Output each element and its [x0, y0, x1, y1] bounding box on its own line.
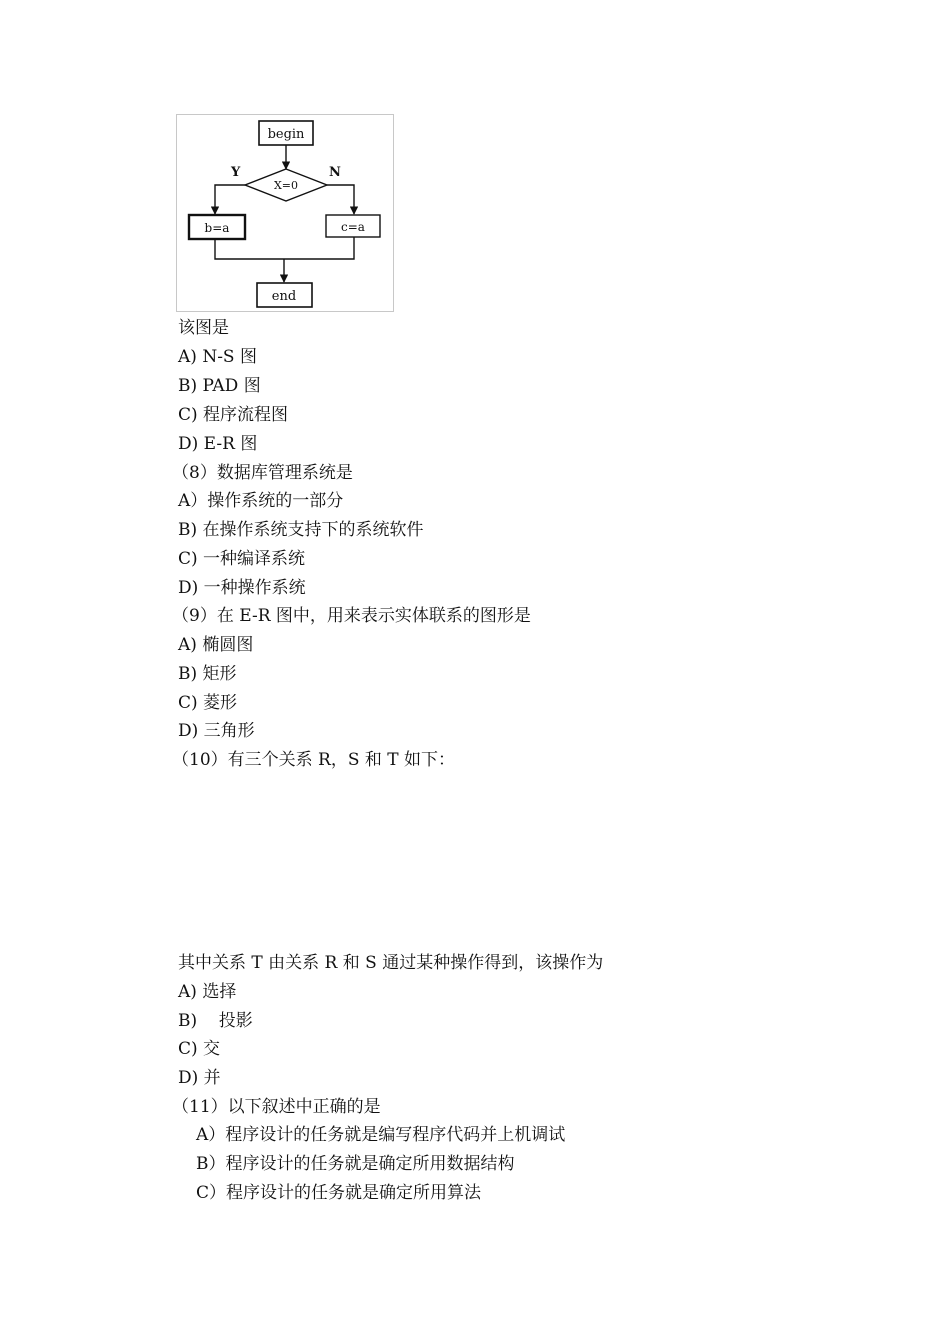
q11-option-c: C）程序设计的任务就是确定所用算法	[196, 1183, 482, 1203]
q10-option-a: A) 选择	[178, 982, 237, 1002]
flowchart-left-label: b=a	[204, 221, 230, 235]
flowchart-yes-label: Y	[231, 165, 241, 180]
q10-option-d: D) 并	[178, 1068, 221, 1088]
q9-option-d: D) 三角形	[178, 721, 255, 741]
q8-option-b: B) 在操作系统支持下的系统软件	[178, 520, 424, 540]
q10-option-b: B) 投影	[178, 1011, 253, 1031]
flowchart-merge-left	[215, 237, 354, 259]
flowchart-decision-label: X=0	[273, 179, 299, 192]
q7-option-d: D) E-R 图	[178, 434, 258, 454]
q7-option-c: C) 程序流程图	[178, 405, 289, 425]
flowchart-begin-label: begin	[267, 127, 305, 142]
q10-option-c: C) 交	[178, 1039, 221, 1059]
q9-stem: （9）在 E-R 图中，用来表示实体联系的图形是	[172, 606, 531, 626]
q11-option-a: A）程序设计的任务就是编写程序代码并上机调试	[196, 1125, 566, 1145]
flowchart-figure	[176, 114, 394, 312]
q10-question: 其中关系 T 由关系 R 和 S 通过某种操作得到，该操作为	[178, 953, 604, 973]
flowchart-arrow-yes	[215, 185, 245, 214]
q11-stem: （11）以下叙述中正确的是	[172, 1097, 381, 1117]
q8-stem: （8）数据库管理系统是	[172, 463, 353, 483]
flowchart-arrow-no	[327, 185, 354, 214]
flowchart-end-label: end	[271, 289, 297, 304]
flowchart-svg	[177, 115, 393, 311]
q11-option-b: B）程序设计的任务就是确定所用数据结构	[196, 1154, 515, 1174]
q7-stem: 该图是	[178, 318, 229, 338]
q7-option-b: B) PAD 图	[178, 376, 261, 396]
q10-stem: （10）有三个关系 R，S 和 T 如下：	[172, 750, 456, 770]
flowchart-no-label: N	[329, 165, 341, 180]
q9-option-c: C) 菱形	[178, 693, 238, 713]
flowchart-right-label: c=a	[341, 220, 365, 234]
q7-option-a: A) N-S 图	[178, 347, 257, 367]
q8-option-c: C) 一种编译系统	[178, 549, 306, 569]
q8-option-a: A）操作系统的一部分	[178, 491, 344, 511]
q9-option-a: A) 椭圆图	[178, 635, 254, 655]
q9-option-b: B) 矩形	[178, 664, 237, 684]
q8-option-d: D) 一种操作系统	[178, 578, 306, 598]
